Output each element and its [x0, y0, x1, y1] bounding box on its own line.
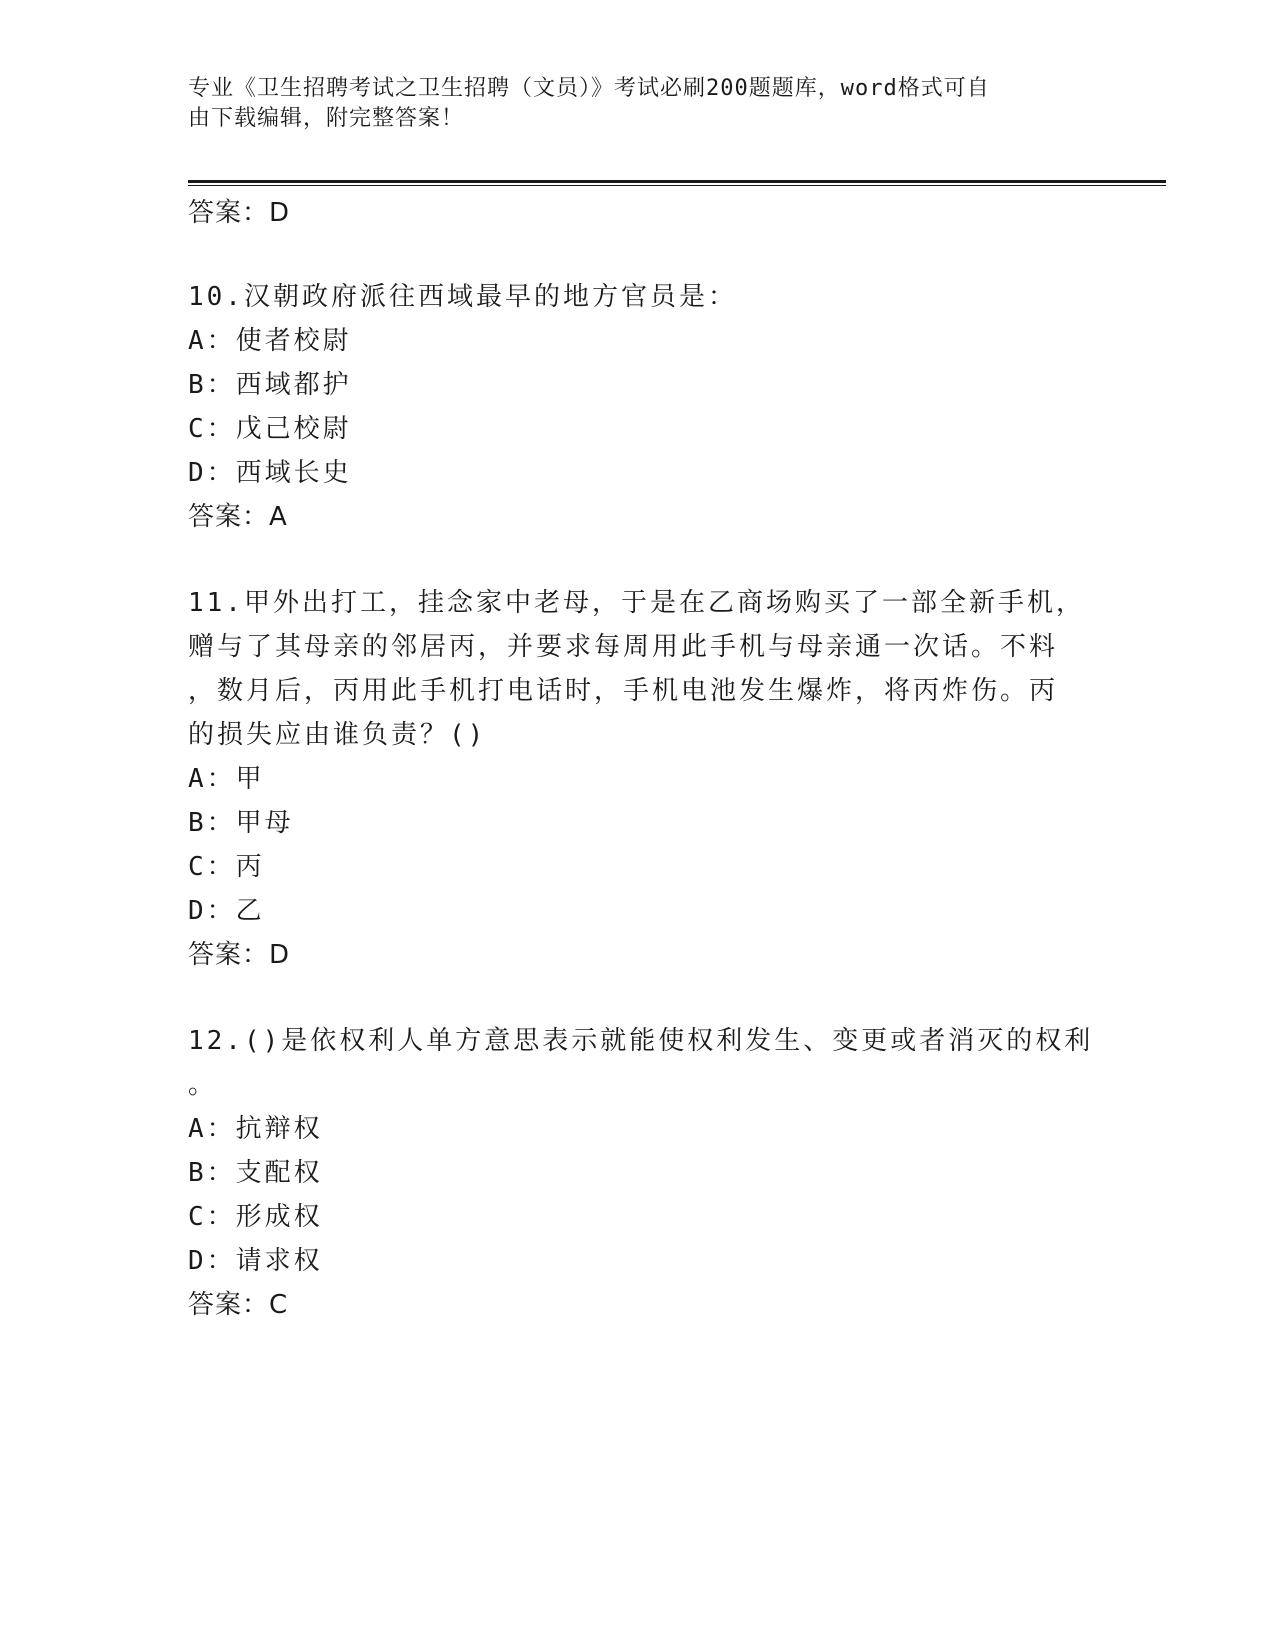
- question-11-line-2: 赠与了其母亲的邻居丙，并要求每周用此手机与母亲通一次话。不料: [188, 632, 1059, 662]
- question-11-option-c: C：丙: [188, 852, 265, 882]
- header-rule-thick: [188, 180, 1166, 183]
- document-header: [188, 74, 1068, 134]
- header-rule-thin: [188, 185, 1166, 186]
- question-10-line-1: 10.汉朝政府派往西域最早的地方官员是：: [188, 282, 737, 312]
- question-11-line-3: ，数月后，丙用此手机打电话时，手机电池发生爆炸，将丙炸伤。丙: [188, 676, 1059, 706]
- question-10-answer: 答案：A: [188, 502, 288, 532]
- question-12-line-1: 12.()是依权利人单方意思表示就能使权利发生、变更或者消灭的权利: [188, 1026, 1094, 1056]
- question-10-option-b: B：西域都护: [188, 370, 352, 400]
- question-10-option-c: C：戊己校尉: [188, 414, 352, 444]
- question-11-line-1: 11.甲外出打工，挂念家中老母，于是在乙商场购买了一部全新手机，: [188, 588, 1085, 618]
- question-10-option-d: D：西域长史: [188, 458, 352, 488]
- question-12-line-2: 。: [188, 1070, 218, 1100]
- header-line-1: 专业《卫生招聘考试之卫生招聘（文员）》考试必刷200题题库，word格式可自: [188, 76, 990, 101]
- question-11-answer: 答案：D: [188, 940, 291, 970]
- question-11-option-a: A：甲: [188, 764, 265, 794]
- question-11-line-4: 的损失应由谁负责？(): [188, 720, 487, 750]
- question-11-option-d: D：乙: [188, 896, 265, 926]
- question-12-option-a: A：抗辩权: [188, 1114, 323, 1144]
- question-12-answer: 答案：C: [188, 1290, 289, 1320]
- header-line-2: 由下载编辑，附完整答案！: [188, 106, 465, 131]
- question-12-option-b: B：支配权: [188, 1158, 323, 1188]
- question-12-option-c: C：形成权: [188, 1202, 323, 1232]
- question-12-option-d: D：请求权: [188, 1246, 323, 1276]
- answer-label: 答案：D: [188, 198, 291, 228]
- question-10-option-a: A：使者校尉: [188, 326, 352, 356]
- question-11-option-b: B：甲母: [188, 808, 294, 838]
